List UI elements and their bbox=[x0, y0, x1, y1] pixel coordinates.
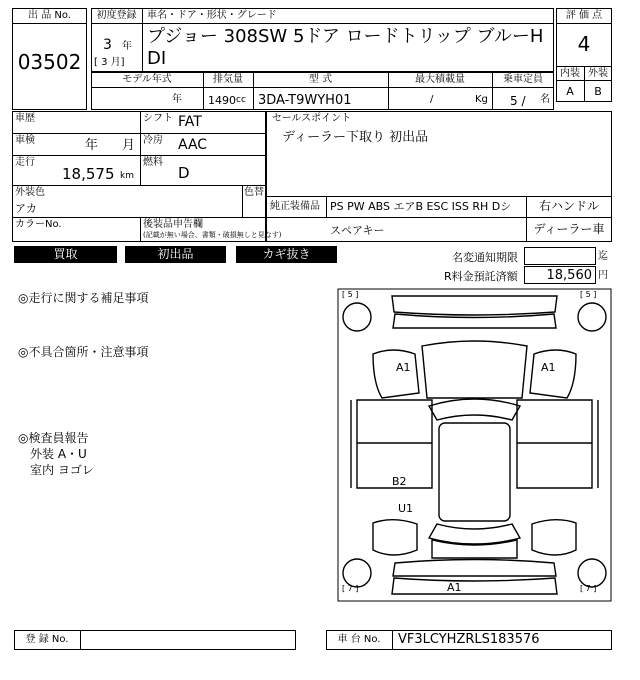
car-name: プジョー 308SW 5ドア ロードトリップ ブルーH bbox=[147, 26, 544, 47]
inspector-title: ◎検査員報告 bbox=[18, 431, 89, 445]
model-value: 3DA-T9WYH01 bbox=[258, 93, 352, 108]
ac-label: 冷房 bbox=[143, 135, 163, 146]
inspection-year-unit: 年 bbox=[85, 138, 99, 153]
car-name-label: 車名・ドア・形状・グレード bbox=[147, 10, 277, 21]
model-year-unit: 年 bbox=[172, 94, 182, 105]
mileage-unit: km bbox=[120, 171, 134, 181]
mark-u1: U1 bbox=[398, 502, 414, 515]
score-label: 評 価 点 bbox=[565, 10, 603, 21]
name-change-label: 名変通知期限 bbox=[452, 251, 518, 264]
fuel-label: 燃料 bbox=[143, 157, 163, 168]
shift-label: シフト bbox=[143, 113, 173, 124]
recycle-value: 18,560 bbox=[546, 268, 592, 283]
exterior-grade: B bbox=[594, 85, 602, 98]
color-change-label: 色替 bbox=[244, 187, 264, 198]
tire-bottom-right: [ 7 ] bbox=[580, 584, 597, 593]
max-load-unit: Kg bbox=[475, 94, 488, 105]
name-change-field bbox=[524, 247, 596, 265]
inspector-exterior: 外装 A・U bbox=[30, 447, 87, 461]
max-load-label: 最大積載量 bbox=[415, 74, 465, 85]
chassis-value: VF3LCYHZRLS183576 bbox=[398, 632, 540, 647]
year-unit: 年 bbox=[122, 41, 132, 52]
driving-notes-title: ◎走行に関する補足事項 bbox=[18, 291, 149, 305]
ext-color-value: アカ bbox=[15, 202, 37, 215]
first-reg-label: 初度登録 bbox=[96, 10, 137, 21]
defects-title: ◎不具合箇所・注意事項 bbox=[18, 345, 149, 359]
lot-number: 03502 bbox=[17, 50, 82, 74]
reg-no-label: 登 録 No. bbox=[25, 634, 69, 645]
first-reg-year: 3 bbox=[103, 37, 112, 53]
score-value: 4 bbox=[577, 32, 591, 56]
displacement-unit: cc bbox=[236, 95, 246, 105]
mark-b2: B2 bbox=[392, 475, 407, 488]
interior-label: 内装 bbox=[560, 68, 580, 79]
car-name-line2: DI bbox=[147, 48, 167, 69]
equipment-value: PS PW ABS エアB ESC ISS RH Dシ bbox=[330, 200, 512, 213]
interior-grade: A bbox=[566, 85, 574, 98]
recycle-label: R料金預託済額 bbox=[444, 270, 518, 283]
buy-tag: 買取 bbox=[14, 246, 117, 263]
mark-a1-bottom: A1 bbox=[447, 581, 462, 594]
name-change-unit: 迄 bbox=[598, 251, 608, 262]
model-year-label: モデル年式 bbox=[122, 74, 172, 85]
chassis-label: 車 台 No. bbox=[337, 634, 381, 645]
color-no-label: カラーNo. bbox=[15, 219, 62, 230]
tire-top-right: [ 5 ] bbox=[580, 290, 597, 299]
exterior-label: 外装 bbox=[588, 68, 608, 79]
sales-point-label: セールスポイント bbox=[272, 113, 352, 124]
fuel-value: D bbox=[178, 164, 190, 182]
tire-bottom-left: [ 7 ] bbox=[342, 584, 359, 593]
sales-point-text: ディーラー下取り 初出品 bbox=[282, 130, 429, 145]
mark-a1-right: A1 bbox=[541, 361, 556, 374]
mark-a1-left: A1 bbox=[396, 361, 411, 374]
aftermarket-label: 後装品申告欄 bbox=[143, 219, 203, 230]
mileage-value: 18,575 bbox=[62, 165, 115, 183]
capacity-unit: 名 bbox=[540, 94, 550, 105]
damage-diagram bbox=[337, 288, 612, 602]
history-label: 車歴 bbox=[15, 113, 35, 124]
lot-label: 出 品 No. bbox=[28, 10, 71, 21]
inspection-label: 車検 bbox=[15, 135, 35, 146]
equipment-label: 純正装備品 bbox=[270, 201, 320, 212]
ac-value: AAC bbox=[178, 137, 208, 153]
inspection-month-unit: 月 bbox=[122, 138, 136, 153]
displacement-value: 1490 bbox=[208, 94, 236, 107]
ext-color-label: 外装色 bbox=[15, 187, 45, 198]
first-listing-tag: 初出品 bbox=[125, 246, 226, 263]
aftermarket-items: スペアキー bbox=[330, 224, 385, 237]
key-missing-tag: カギ抜き bbox=[236, 246, 337, 263]
recycle-unit: 円 bbox=[598, 270, 608, 281]
first-reg-month: [ 3 月] bbox=[94, 57, 125, 68]
inspector-interior: 室内 ヨゴレ bbox=[30, 463, 94, 477]
mileage-label: 走行 bbox=[15, 157, 35, 168]
aftermarket-note: (記載が無い場合、書類・破損無しと見なす) bbox=[143, 231, 282, 239]
tire-top-left: [ 5 ] bbox=[342, 290, 359, 299]
dealer-value: ディーラー車 bbox=[533, 222, 605, 236]
displacement-label: 排気量 bbox=[213, 74, 243, 85]
model-label: 型 式 bbox=[308, 74, 333, 85]
capacity-value: 5 / bbox=[510, 94, 526, 108]
steering-value: 右ハンドル bbox=[538, 199, 599, 213]
capacity-label: 乗車定員 bbox=[503, 74, 543, 85]
shift-value: FAT bbox=[178, 114, 202, 130]
max-load-value: / bbox=[430, 94, 434, 105]
